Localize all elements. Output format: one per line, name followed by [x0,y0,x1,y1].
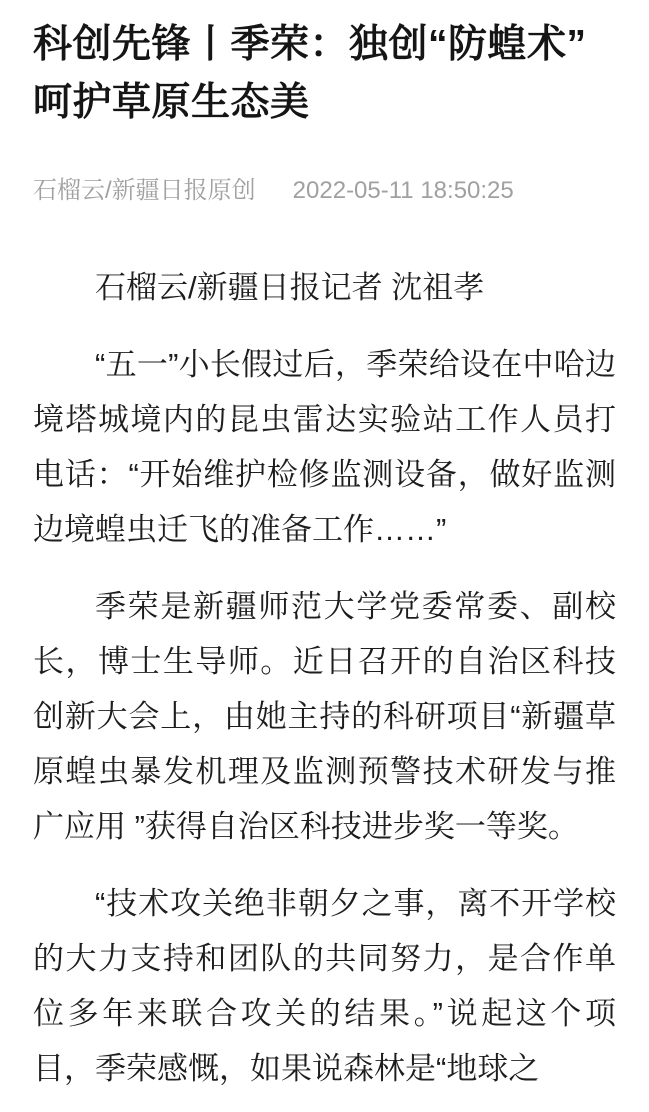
article-source: 石榴云/新疆日报原创 [33,177,256,204]
article-paragraph: “五一”小长假过后，季荣给设在中哈边境塔城境内的昆虫雷达实验站工作人员打电话：“开始维护检修监测设备，做好监测边境蝗虫迁飞的准备工作……” [33,347,616,547]
article-paragraph: 季荣是新疆师范大学党委常委、副校长，博士生导师。近日召开的自治区科技创新大会上，由她主持的科研项目“新疆草原蝗虫暴发机理及监测预警技术研发与推广应用 ”获得自治区科技进步奖一等奖。 [33,589,616,844]
article-paragraph: “技术攻关绝非朝夕之事，离不开学校的大力支持和团队的共同努力，是合作单位多年来联合攻关的结果。”说起这个项目，季荣感慨，如果说森林是“地球之 [33,886,616,1086]
article-body [33,260,616,1096]
article-paragraph-byline: 石榴云/新疆日报记者 沈祖孝 [95,270,485,305]
article-datetime: 2022-05-11 18:50:25 [292,177,514,204]
article-title: 科创先锋丨季荣：独创“防蝗术”呵护草原生态美 [33,23,587,124]
article-meta [33,176,616,206]
